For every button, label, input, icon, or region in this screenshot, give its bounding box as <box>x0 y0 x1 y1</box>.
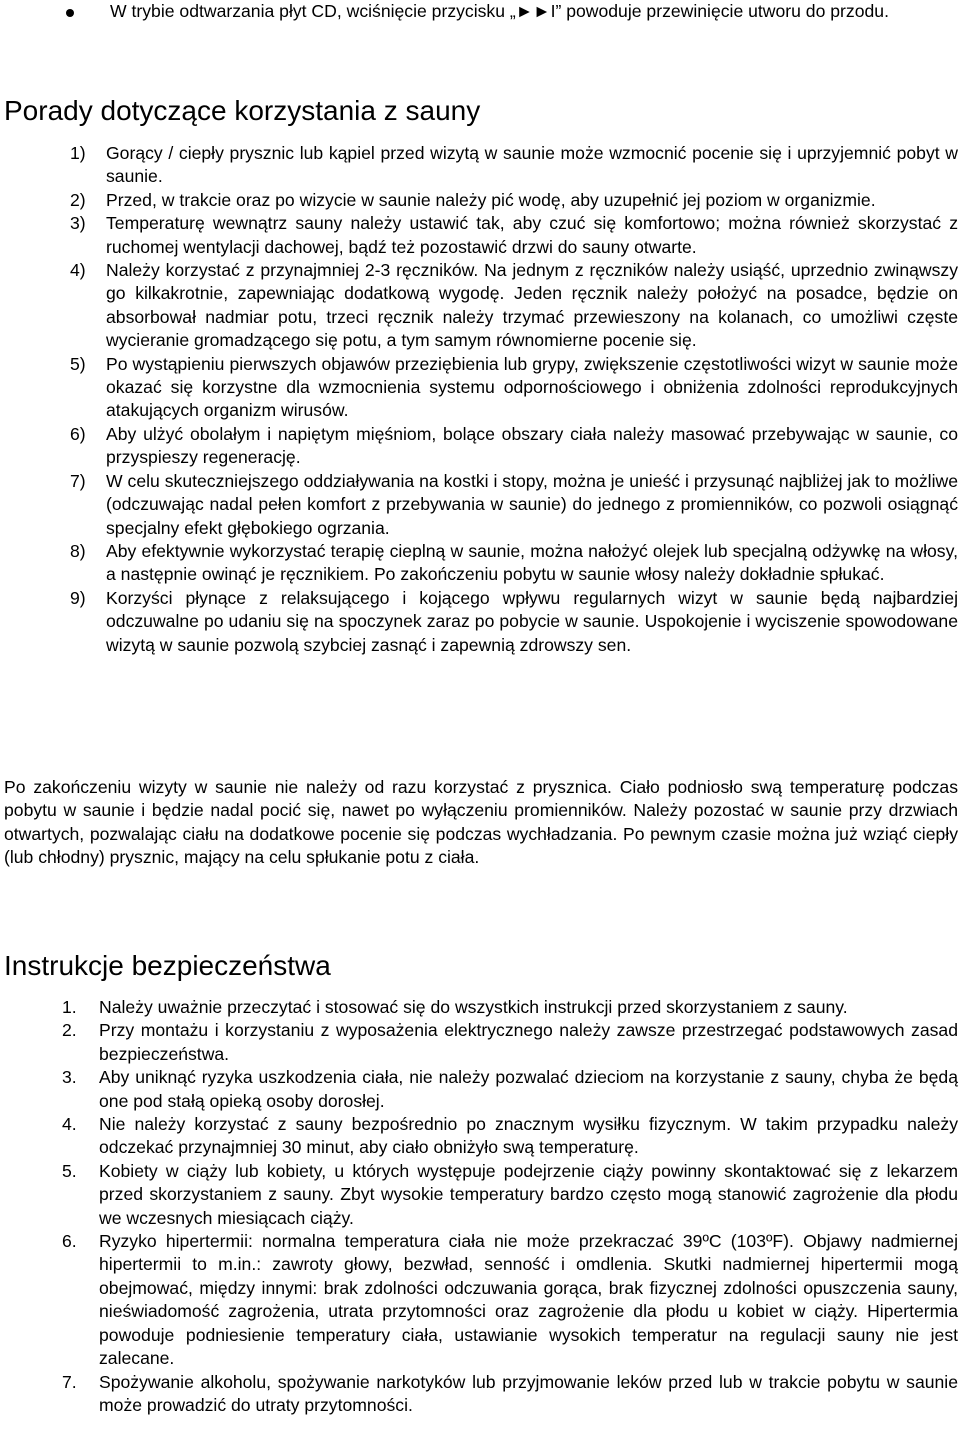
list-item-text: Korzyści płynące z relaksującego i kojącego wpływu regularnych wizyt w saunie będą najbardziej odczuwalne po udaniu się na spoczynek zaraz po pobycie w saunie. Uspokojenie i wyciszenie spowodowane wizytą w saunie pozwolą szybciej zasnąć i zapewnią zdrowszy sen. <box>106 587 958 655</box>
list-item <box>0 353 960 423</box>
list-item-number: 1. <box>62 997 77 1017</box>
after-sauna-paragraph: Po zakończeniu wizyty w saunie nie należy od razu korzystać z prysznica. Ciało podniosło swą temperaturę podczas pobytu w saunie i będzie nadal pocić się, nawet po wyłączeniu promienników. Należy pozostać w saunie przy drzwiach otwartych, pozwalając ciału na dodatkowe pocenie się podczas wychładzania. Po pewnym czasie można już wziąć ciepły (lub chłodny) prysznic, mający na celu spłukanie potu z ciała. <box>4 777 958 868</box>
list-item <box>0 212 960 259</box>
list-item <box>0 1230 960 1370</box>
list-item <box>0 1371 960 1418</box>
list-item-text: Aby ulżyć obolałym i napiętym mięśniom, bolące obszary ciała należy masować przebywając w saunie, co przyspieszy regenerację. <box>106 423 958 468</box>
list-item <box>0 142 960 189</box>
list-item <box>0 1066 960 1113</box>
safety-list <box>0 996 960 1417</box>
list-item-text: Ryzyko hipertermii: normalna temperatura ciała nie może przekraczać 39ºC (103ºF). Objawy nadmiernej hipertermii to m.in.: zawroty głowy, bezwład, senność i omdlenia. Skutki nadmiernej hipertermii mogą obejmować, między innymi: brak zdolności odczuwania gorąca, brak fizycznej zdolności opuszczenia sauny, nieświadomość zagrożenia, utrata przytomności oraz zagrożenie dla płodu u kobiet w ciąży. Hipertermia powoduje podniesienie temperatury ciała, ustawianie wysokich temperatur na regulacji sauny nie jest zalecane. <box>99 1231 958 1369</box>
list-item <box>0 1019 960 1066</box>
cd-bullet-item <box>0 0 960 23</box>
list-item-text: Należy korzystać z przynajmniej 2-3 ręczników. Na jednym z ręczników należy usiąść, uprzednio zwinąwszy go kilkakrotnie, zapewniając dodatkową wygodę. Jeden ręcznik należy położyć na posadce, będzie on absorbował nadmiar potu, trzeci ręcznik należy trzymać przewieszony na kolanach, co umożliwi częste wycieranie gromadzącego się potu, a tym samym równomierne pocenie się. <box>106 260 958 351</box>
list-item-text: Przed, w trakcie oraz po wizycie w saunie należy pić wodę, aby uzupełnić jej poziom w organizmie. <box>106 189 876 210</box>
list-item-number: 2) <box>70 189 86 210</box>
list-item-text: Temperaturę wewnątrz sauny należy ustawić tak, aby czuć się komfortowo; można również skorzystać z ruchomej wentylacji dachowej, bądź też pozostawić drzwi do sauny otwarte. <box>106 213 958 257</box>
list-item-text: Kobiety w ciąży lub kobiety, u których występuje podejrzenie ciąży powinny skontaktować się z lekarzem przed skorzystaniem z sauny. Zbyt wysokie temperatury bardzo często mogą stanowić zagrożenie dla płodu we wczesnych miesiącach ciąży. <box>99 1160 958 1228</box>
list-item-number: 3. <box>62 1067 77 1088</box>
list-item-text: W celu skuteczniejszego oddziaływania na kostki i stopy, można je unieść i przysunąć najbliżej jak to możliwe (odczuwając nadal pełen komfort z przebywania w saunie) do jednego z promienników, co pozwoli osiągnąć specjalny efekt głębokiego ogrzania. <box>106 470 958 538</box>
list-item-number: 6. <box>62 1231 77 1252</box>
list-item <box>0 259 960 353</box>
list-item-text: Aby efektywnie wykorzystać terapię cieplną w saunie, można nałożyć olejek lub specjalną odżywkę na włosy, a następnie owinąć je ręcznikiem. Po zakończeniu pobytu w saunie włosy należy dokładnie spłukać. <box>106 540 958 585</box>
list-item-text: Przy montażu i korzystaniu z wyposażenia elektrycznego należy zawsze przestrzegać podstawowych zasad bezpieczeństwa. <box>99 1020 958 1064</box>
list-item <box>0 1160 960 1230</box>
list-item-number: 7) <box>70 470 86 491</box>
sauna-tips-title: Porady dotyczące korzystania z sauny <box>4 95 481 126</box>
safety-title: Instrukcje bezpieczeństwa <box>4 950 331 981</box>
list-item <box>0 996 960 1019</box>
list-item-text: Po wystąpieniu pierwszych objawów przeziębienia lub grypy, zwiększenie częstotliwości wizyt w saunie może okazać się korzystne dla wzmocnienia systemu odpornościowego i obniżenia zdolności reprodukcyjnych atakujących organizm wirusów. <box>106 353 958 421</box>
list-item <box>0 470 960 540</box>
bullet-text: W trybie odtwarzania płyt CD, wciśnięcie przycisku „►►I” powoduje przewinięcie utworu do przodu. <box>110 1 889 21</box>
list-item-number: 5) <box>70 353 86 374</box>
list-item-text: Nie należy korzystać z sauny bezpośrednio po znacznym wysiłku fizycznym. W takim przypadku należy odczekać przynajmniej 30 minut, aby ciało obniżyło swą temperaturę. <box>99 1114 958 1158</box>
list-item <box>0 587 960 657</box>
list-item <box>0 540 960 587</box>
list-item-number: 5. <box>62 1160 77 1181</box>
list-item-text: Spożywanie alkoholu, spożywanie narkotyków lub przyjmowanie leków przed lub w trakcie pobytu w saunie może prowadzić do utraty przytomności. <box>99 1371 958 1415</box>
list-item <box>0 1113 960 1160</box>
list-item-number: 3) <box>70 213 86 234</box>
list-item-number: 7. <box>62 1371 77 1392</box>
sauna-tips-list <box>0 142 960 657</box>
list-item-number: 9) <box>70 587 86 608</box>
list-item-number: 4. <box>62 1114 77 1135</box>
list-item-number: 4) <box>70 260 86 281</box>
list-item-text: Należy uważnie przeczytać i stosować się do wszystkich instrukcji przed skorzystaniem z sauny. <box>99 997 848 1017</box>
list-item <box>0 423 960 470</box>
list-item-number: 2. <box>62 1020 77 1041</box>
bullet-icon <box>66 9 74 17</box>
list-item-text: Aby uniknąć ryzyka uszkodzenia ciała, nie należy pozwalać dzieciom na korzystanie z sauny, chyba że będą one pod stałą opieką osoby dorosłej. <box>99 1067 958 1111</box>
list-item-number: 8) <box>70 540 86 561</box>
list-item <box>0 189 960 212</box>
list-item-number: 6) <box>70 423 86 444</box>
list-item-number: 1) <box>70 143 86 163</box>
list-item-text: Gorący / ciepły prysznic lub kąpiel przed wizytą w saunie może wzmocnić pocenie się i uprzyjemnić pobyt w saunie. <box>106 143 958 187</box>
